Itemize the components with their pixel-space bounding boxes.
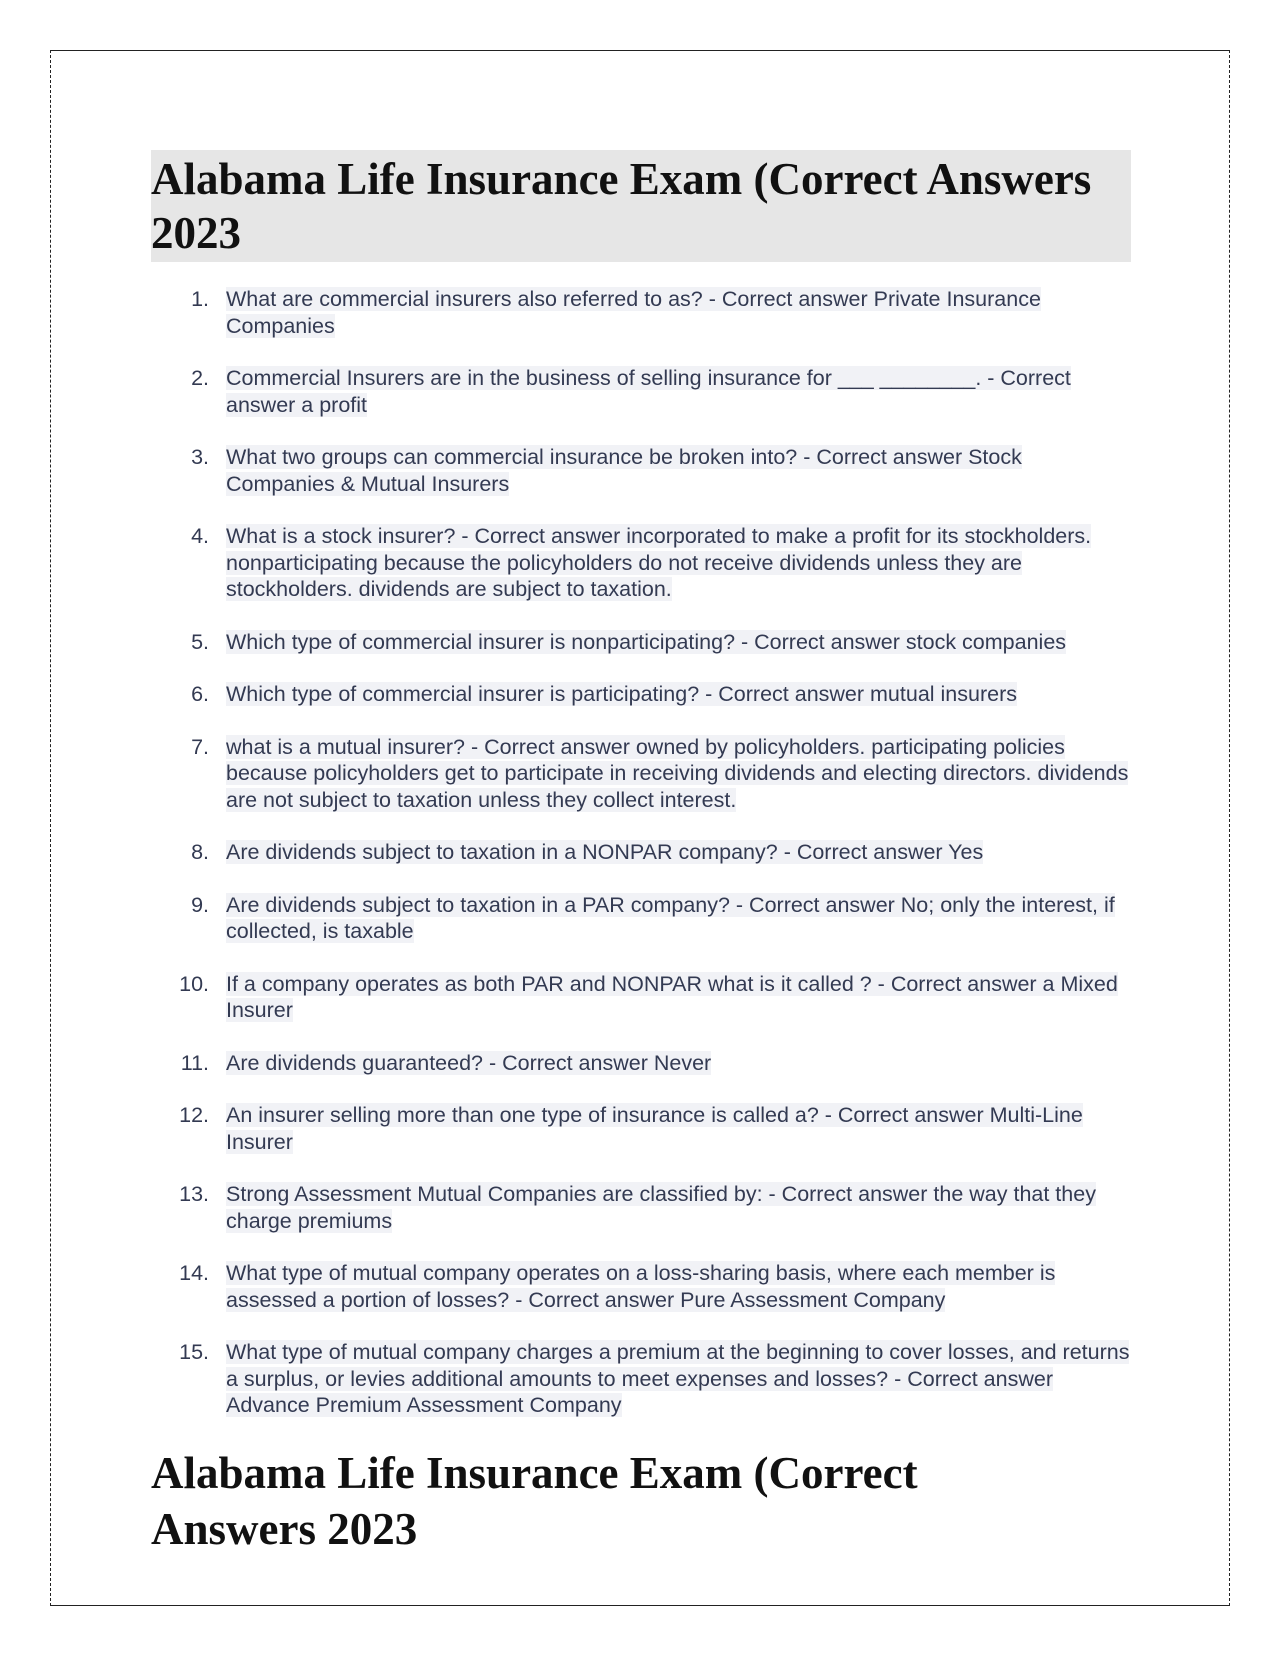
item-number: 2. (191, 366, 209, 390)
item-text: Are dividends subject to taxation in a NONPAR company? - Correct answer Yes (226, 840, 984, 864)
item-number: 11. (180, 1050, 209, 1075)
item-text: Which type of commercial insurer is nonparticipating? - Correct answer stock companies (226, 629, 1067, 654)
item-number: 13. (179, 1182, 209, 1206)
item-number: 12. (179, 1103, 209, 1127)
list-item (151, 629, 1131, 656)
list-item (151, 1102, 1131, 1155)
item-text: Are dividends guaranteed? - Correct answer Never (226, 1050, 712, 1075)
list-item (151, 681, 1131, 708)
item-text: what is a mutual insurer? - Correct answer owned by policyholders. participating policies because policyholders get to participate in receiving dividends and electing directors. dividends are not subject to taxation unless they collect interest. (226, 734, 1129, 812)
item-text: Which type of commercial insurer is participating? - Correct answer mutual insurers (226, 682, 1017, 706)
item-number: 9. (191, 892, 209, 917)
item-number: 8. (191, 840, 209, 864)
item-text: Commercial Insurers are in the business of selling insurance for ___ ________. - Correct answer a profit (226, 366, 1071, 417)
list-item (151, 523, 1131, 603)
item-number: 10. (179, 971, 209, 996)
list-item (151, 1339, 1131, 1419)
item-text: What are commercial insurers also referred to as? - Correct answer Private Insurance Companies (226, 287, 1041, 338)
item-number: 1. (191, 287, 209, 311)
list-item (151, 1050, 1131, 1077)
document-content (151, 150, 1131, 1557)
item-number: 14. (179, 1261, 209, 1285)
list-item (151, 892, 1131, 945)
item-text: What type of mutual company charges a premium at the beginning to cover losses, and returns a surplus, or levies additional amounts to meet expenses and losses? - Correct answer Advance Premium Assessment Company (226, 1340, 1130, 1417)
document-title-repeat: Alabama Life Insurance Exam (Correct Answers 2023 (151, 1447, 918, 1554)
item-text: What is a stock insurer? - Correct answer incorporated to make a profit for its stockholders. nonparticipating because the policyholders do not receive dividends unless they are stockholders. dividends are subject to taxation. (226, 524, 1092, 601)
item-text: Are dividends subject to taxation in a PAR company? - Correct answer No; only the interest, if collected, is taxable (226, 892, 1115, 943)
list-item (151, 365, 1131, 418)
item-text: An insurer selling more than one type of insurance is called a? - Correct answer Multi-Line Insurer (226, 1103, 1083, 1154)
item-number: 3. (191, 445, 209, 469)
list-item (151, 444, 1131, 497)
item-number: 6. (191, 682, 209, 706)
list-item (151, 734, 1131, 814)
list-item (151, 1181, 1131, 1234)
item-number: 5. (191, 629, 209, 654)
item-number: 15. (179, 1340, 209, 1364)
list-item (151, 286, 1131, 339)
qa-list (151, 286, 1131, 1419)
item-number: 7. (191, 734, 209, 759)
item-text: Strong Assessment Mutual Companies are classified by: - Correct answer the way that they charge premiums (226, 1182, 1096, 1233)
list-item (151, 971, 1131, 1024)
list-item (151, 1260, 1131, 1313)
item-number: 4. (191, 524, 209, 548)
document-title: Alabama Life Insurance Exam (Correct Answers 2023 (151, 150, 1131, 262)
item-text: What two groups can commercial insurance be broken into? - Correct answer Stock Companies & Mutual Insurers (226, 445, 1022, 496)
item-text: What type of mutual company operates on a loss-sharing basis, where each member is assessed a portion of losses? - Correct answer Pure Assessment Company (226, 1261, 1056, 1312)
list-item (151, 839, 1131, 866)
item-text: If a company operates as both PAR and NONPAR what is it called ? - Correct answer a Mixed Insurer (226, 971, 1118, 1022)
